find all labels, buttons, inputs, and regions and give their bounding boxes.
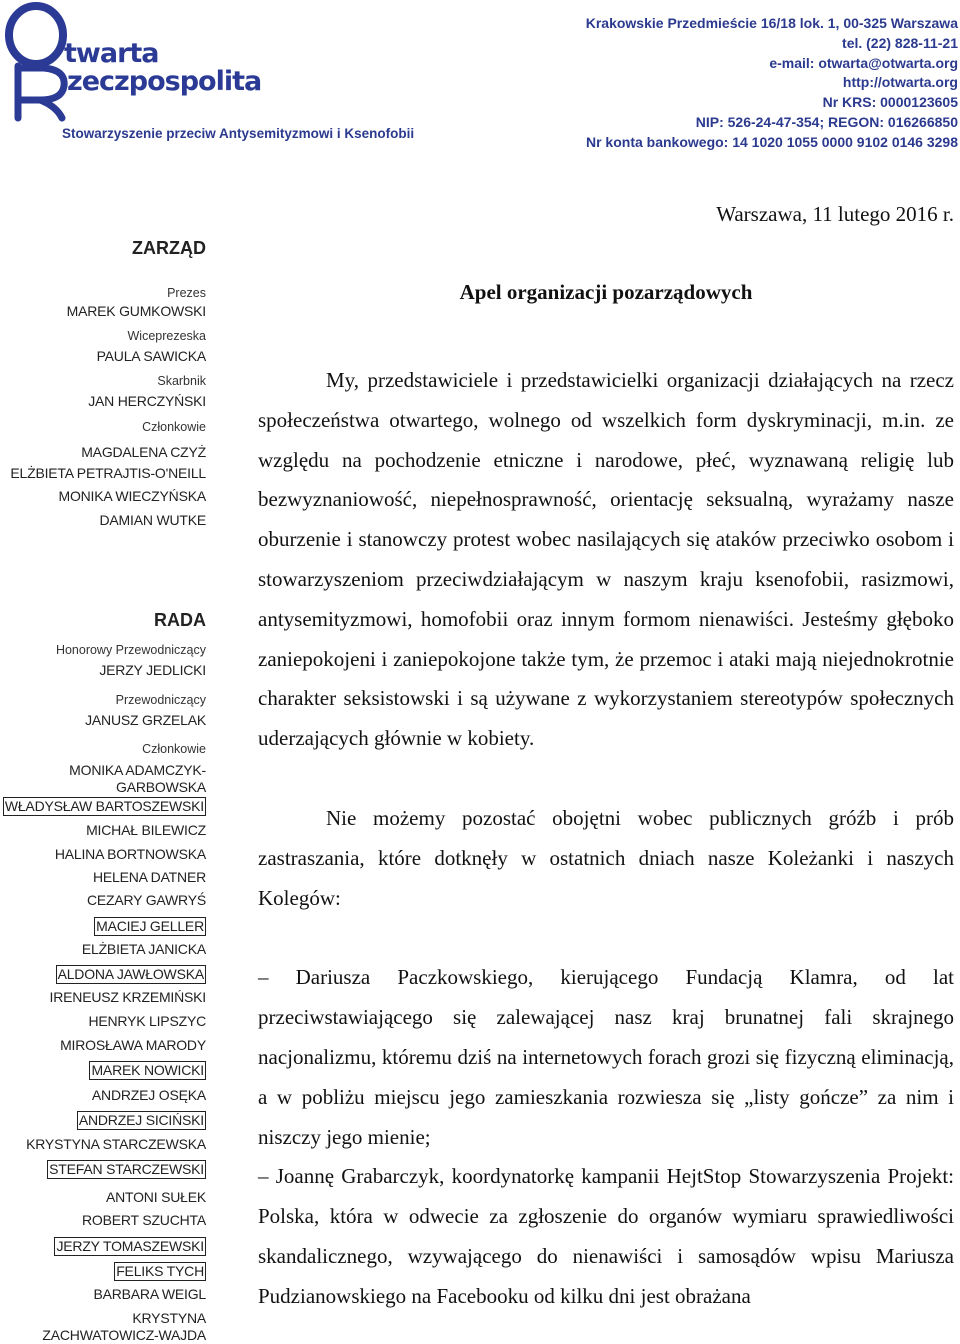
letter-body [258, 280, 954, 1317]
rada-member: ELŻBIETA JANICKA [81, 941, 206, 957]
contact-phone: tel. (22) 828-11-21 [842, 34, 958, 51]
skarbnik-role: Skarbnik [157, 374, 206, 388]
rada-member: MONIKA ADAMCZYK-GARBOWSKA [69, 762, 206, 795]
prezes-name: MAREK GUMKOWSKI [66, 303, 206, 319]
contact-website[interactable]: http://otwarta.org [842, 74, 958, 91]
skarbnik-name: JAN HERCZYŃSKI [88, 393, 206, 409]
wiceprezeska-role: Wiceprezeska [127, 329, 206, 343]
zarzad-member: MONIKA WIECZYŃSKA [58, 488, 206, 504]
rada-members-role: Członkowie [142, 742, 206, 756]
contact-bank-account: Nr konta bankowego: 14 1020 1055 0000 9102 0146 3298 [585, 133, 958, 150]
contact-krs: Nr KRS: 0000123605 [822, 94, 958, 111]
logo-word-otwarta: twarta [64, 38, 159, 69]
prezes-role: Prezes [167, 286, 206, 300]
letter-list-item-1: – Dariusza Paczkowskiego, kierującego Fundacją Klamra, od lat przeciwstawiającego się zalewającej nasz kraj brunatnej fali skrajnego nacjonalizmu, któremu dziś na internetowych forach grozi się fizyczną eliminacją, a w pobliżu miejscu jego zamieszkania rozwiesza się „listy gończe” za nim i niszczy jego mienie; [258, 965, 954, 1149]
honorary-chair-name: JERZY JEDLICKI [99, 662, 206, 678]
rada-member: IRENEUSZ KRZEMIŃSKI [49, 989, 206, 1005]
rada-member: MICHAŁ BILEWICZ [86, 822, 206, 838]
rada-member: JERZY TOMASZEWSKI [56, 1238, 204, 1254]
rada-member: BARBARA WEIGL [93, 1286, 206, 1302]
rada-member: KRYSTYNA ZACHWATOWICZ-WAJDA [42, 1310, 206, 1343]
rada-member: ANDRZEJ OSĘKA [91, 1087, 206, 1103]
zarzad-heading: ZARZĄD [132, 238, 206, 258]
rada-member: HELENA DATNER [92, 869, 206, 885]
rada-member: MAREK NOWICKI [91, 1062, 204, 1078]
board-sidebar [0, 0, 206, 1344]
letter-paragraph-2: Nie możemy pozostać obojętni wobec publicznych gróźb i prób zastraszania, które dotknęły w ostatnich dniach nasze Koleżanki i naszych Kolegów: [258, 805, 954, 910]
rada-heading: RADA [154, 610, 206, 630]
letter-paragraph-1: My, przedstawiciele i przedstawicielki organizacji działających na rzecz społeczeństwa otwartego, wolnego od wszelkich form dyskryminacji, m.in. ze względu na pochodzenie etniczne i narodowe, płeć, wyznawaną religię lub bezwyznaniowość, niepełnosprawność, orientację seksualną, wyrażamy nasze oburzenie i stanowczy protest wobec nasilających się ataków przeciwko osobom i stowarzyszeniom przeciwdziałającym w naszym kraju ksenofobii, rasizmowi, antysemityzmowi, homofobii oraz innym formom nienawiści. Jesteśmy głęboko zaniepokojeni i zaniepokojone także tym, że przemoc i ataki mają niejednokrotnie charakter seksistowski i są używane z wykorzystaniem stereotypów społecznych uderzających głównie w kobiety. [258, 368, 954, 751]
rada-member: WŁADYSŁAW BARTOSZEWSKI [4, 798, 204, 814]
zarzad-member: MAGDALENA CZYŻ [81, 444, 206, 460]
rada-member: KRYSTYNA STARCZEWSKA [26, 1136, 206, 1152]
contact-address: Krakowskie Przedmieście 16/18 lok. 1, 00-325 Warszawa [585, 15, 958, 31]
letter-date: Warszawa, 11 lutego 2016 r. [716, 202, 954, 226]
rada-member: FELIKS TYCH [116, 1263, 204, 1279]
rada-member: CEZARY GAWRYŚ [86, 892, 206, 908]
chair-name: JANUSZ GRZELAK [85, 712, 206, 728]
contact-block [438, 14, 958, 153]
zarzad-member: DAMIAN WUTKE [99, 512, 206, 528]
zarzad-member: ELŻBIETA PETRAJTIS-O'NEILL [10, 465, 206, 481]
rada-member: HALINA BORTNOWSKA [54, 846, 206, 862]
rada-member: MIROSŁAWA MARODY [60, 1037, 206, 1053]
letter-title: Apel organizacji pozarządowych [459, 280, 753, 304]
organization-tagline: Stowarzyszenie przeciw Antysemityzmowi i Ksenofobii [62, 126, 415, 141]
honorary-chair-role: Honorowy Przewodniczący [55, 643, 206, 657]
rada-member: ALDONA JAWŁOWSKA [57, 966, 204, 982]
rada-member: ANTONI SUŁEK [105, 1189, 206, 1205]
rada-member: STEFAN STARCZEWSKI [49, 1161, 204, 1177]
rada-member: ANDRZEJ SICIŃSKI [78, 1112, 204, 1128]
letter-list-item-2: – Joannę Grabarczyk, koordynatorkę kampanii HejtStop Stowarzyszenia Projekt: Polska, która w odwecie za zgłoszenie do organów wymiaru sprawiedliwości skandalicznego, wzywającego do nienawiści i samosądów wpisu Mariusza Pudzianowskiego na Facebooku od kilku dni jest obrażana [258, 1164, 954, 1308]
rada-member: ROBERT SZUCHTA [82, 1212, 206, 1228]
rada-member: MACIEJ GELLER [96, 918, 204, 934]
chair-role: Przewodniczący [115, 693, 206, 707]
contact-email[interactable]: e-mail: otwarta@otwarta.org [769, 54, 958, 71]
rada-member: HENRYK LIPSZYC [88, 1013, 206, 1029]
contact-nip-regon: NIP: 526-24-47-354; REGON: 016266850 [695, 113, 958, 130]
logo-word-rzeczpospolita: zeczpospolita [67, 66, 262, 97]
zarzad-members-role: Członkowie [142, 420, 206, 434]
wiceprezeska-name: PAULA SAWICKA [96, 348, 206, 364]
